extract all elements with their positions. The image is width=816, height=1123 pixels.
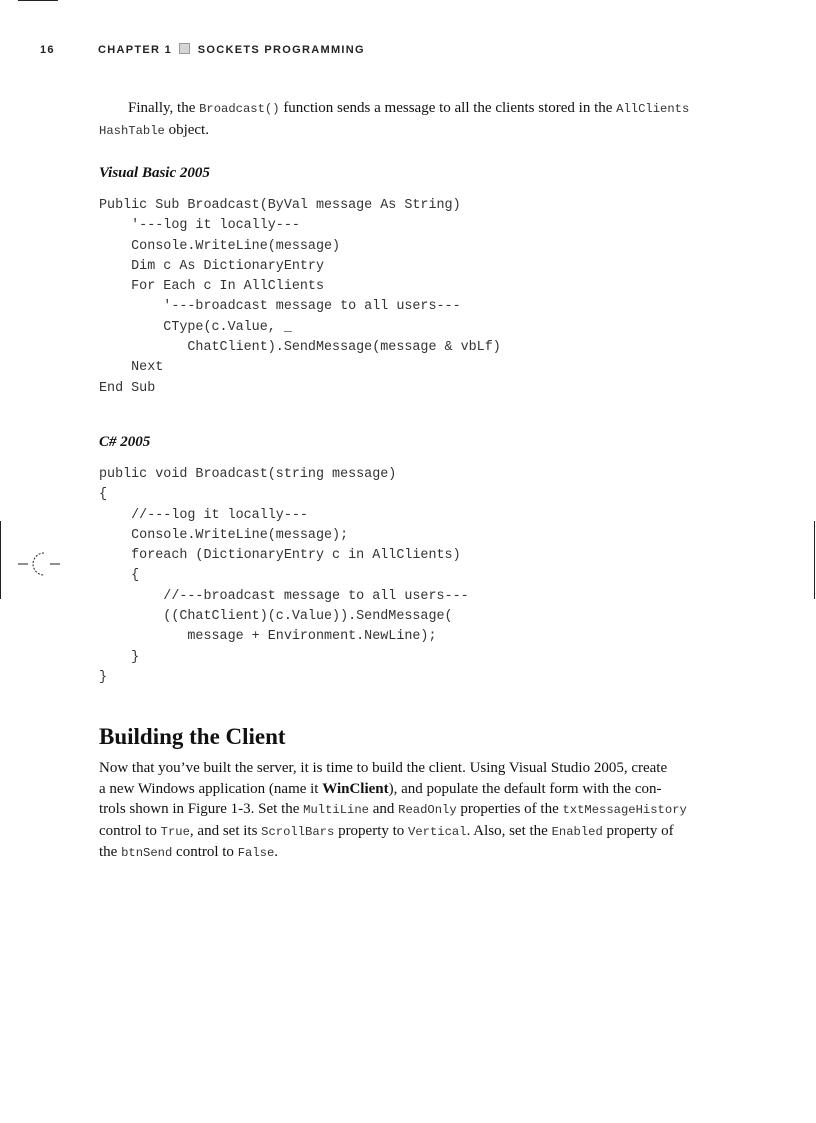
intro-text: function sends a message to all the clients stored in the xyxy=(279,100,617,116)
body-text: ), and populate the default form with the con- xyxy=(388,780,662,797)
registration-mark-icon xyxy=(18,548,60,580)
intro-paragraph xyxy=(99,98,719,141)
inline-code: Enabled xyxy=(551,824,603,839)
code-line: message + Environment.NewLine); xyxy=(99,629,437,645)
body-text: trols shown in Figure 1-3. Set the xyxy=(99,801,304,817)
code-line: { xyxy=(99,487,108,503)
inline-code: ScrollBars xyxy=(261,824,335,839)
body-text: and xyxy=(368,801,399,817)
body-text: control to xyxy=(172,844,238,860)
code-line: Next xyxy=(99,360,164,376)
body-text: control to xyxy=(99,822,161,839)
code-line: ChatClient).SendMessage(message & vbLf) xyxy=(99,340,501,356)
chapter-label: CHAPTER 1 xyxy=(98,44,173,56)
right-crop-mark xyxy=(814,521,815,599)
inline-code: AllClients xyxy=(616,102,690,116)
code-line: } xyxy=(99,649,140,665)
code-line: { xyxy=(99,568,140,584)
square-bullet-icon xyxy=(179,43,190,54)
intro-text: Finally, the xyxy=(128,100,200,116)
body-text: properties of the xyxy=(456,801,563,817)
cs-heading: C# 2005 xyxy=(99,434,151,450)
section-heading: Building the Client xyxy=(99,724,286,749)
page-number: 16 xyxy=(40,44,55,56)
code-line: Dim c As DictionaryEntry xyxy=(99,258,324,274)
code-line: For Each c In AllClients xyxy=(99,279,324,295)
chapter-title: SOCKETS PROGRAMMING xyxy=(197,44,365,56)
code-line: Console.WriteLine(message) xyxy=(99,238,341,254)
top-crop-rule xyxy=(18,0,58,1)
inline-code: btnSend xyxy=(121,846,173,860)
inline-code: True xyxy=(160,824,190,839)
body-text: . xyxy=(274,844,279,860)
code-line: foreach (DictionaryEntry c in AllClients) xyxy=(99,548,461,564)
inline-code: MultiLine xyxy=(303,803,369,817)
inline-code: ReadOnly xyxy=(398,803,457,817)
inline-code: txtMessageHistory xyxy=(562,803,687,817)
code-line: ((ChatClient)(c.Value)).SendMessage( xyxy=(99,609,453,625)
bold-term: WinClient xyxy=(322,780,389,797)
inline-code: HashTable xyxy=(99,123,165,138)
running-header xyxy=(40,43,365,56)
body-text: a new Windows application (name it xyxy=(99,780,323,797)
code-line: public void Broadcast(string message) xyxy=(99,467,397,482)
body-text: Now that you’ve built the server, it is time to build the client. Using Visual Studio 2005, create xyxy=(99,760,668,776)
code-line: Public Sub Broadcast(ByVal message As String) xyxy=(99,198,461,213)
body-text: the xyxy=(99,844,122,860)
code-line: } xyxy=(99,669,108,685)
left-crop-mark xyxy=(0,521,1,599)
vb-heading: Visual Basic 2005 xyxy=(99,165,210,181)
code-line: //---broadcast message to all users--- xyxy=(99,588,469,604)
body-paragraph xyxy=(99,758,719,864)
body-text: . Also, set the xyxy=(466,822,552,839)
inline-code: Vertical xyxy=(408,824,467,839)
code-line: //---log it locally--- xyxy=(99,507,308,523)
body-text: property of xyxy=(602,822,674,839)
code-line: End Sub xyxy=(99,380,156,396)
code-line: '---log it locally--- xyxy=(99,218,300,234)
code-line: CType(c.Value, _ xyxy=(99,319,292,335)
body-text: property to xyxy=(334,822,409,839)
inline-code: Broadcast() xyxy=(199,102,280,116)
cs-code-block xyxy=(99,465,469,688)
code-line: Console.WriteLine(message); xyxy=(99,527,349,543)
body-text: , and set its xyxy=(189,822,262,839)
vb-code-block xyxy=(99,196,501,399)
inline-code: False xyxy=(237,846,275,860)
code-line: '---broadcast message to all users--- xyxy=(99,299,461,315)
intro-text: object. xyxy=(164,121,209,138)
